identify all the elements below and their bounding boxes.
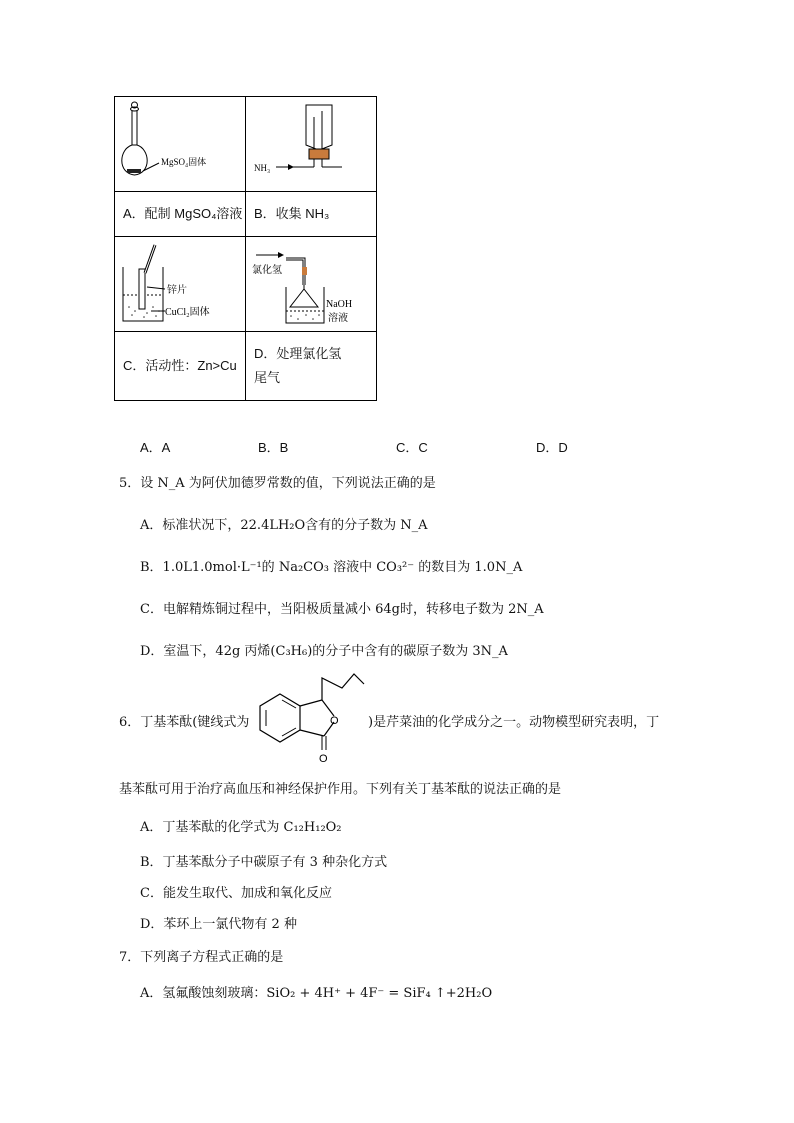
q6-option-b[interactable]: B．丁基苯酞分子中碳原子有 3 种杂化方式 bbox=[140, 855, 388, 870]
q5-option-b[interactable]: B．1.0L1.0mol·L⁻¹的 Na₂CO₃ 溶液中 CO₃²⁻ 的数目为 1.0N_A bbox=[140, 560, 523, 575]
ring-oxygen-label: O bbox=[330, 715, 339, 727]
q6-stem-part1: 6．丁基苯酞(键线式为 bbox=[119, 715, 250, 730]
q4-cell-d-image bbox=[246, 237, 377, 332]
q4-choice-b[interactable]: B．B bbox=[258, 440, 289, 455]
q5-stem: 5．设 N_A 为阿伏加德罗常数的值，下列说法正确的是 bbox=[119, 476, 436, 491]
img-c-label2: CuCl₂固体 bbox=[165, 307, 210, 318]
volumetric-flask-icon bbox=[115, 97, 245, 191]
q4-table bbox=[114, 96, 377, 401]
butylphthalide-structure-icon bbox=[258, 670, 368, 770]
q6-option-c[interactable]: C．能发生取代、加成和氧化反应 bbox=[140, 886, 332, 901]
q4-cell-b-image bbox=[246, 97, 377, 192]
q6-option-d[interactable]: D．苯环上一氯代物有 2 种 bbox=[140, 917, 297, 932]
q4-choice-a[interactable]: A．A bbox=[140, 440, 171, 455]
q6-option-a[interactable]: A．丁基苯酞的化学式为 C₁₂H₁₂O₂ bbox=[140, 820, 342, 835]
q5-option-d[interactable]: D．室温下，42g 丙烯(C₃H₆)的分子中含有的碳原子数为 3N_A bbox=[140, 644, 508, 659]
gas-collection-bottle-icon bbox=[246, 97, 366, 191]
beaker-zinc-icon bbox=[115, 237, 245, 331]
q4-cell-c-image bbox=[115, 237, 246, 332]
img-b-label: NH₃ bbox=[254, 163, 271, 173]
q4-option-c-text bbox=[115, 332, 246, 401]
q7-option-a[interactable]: A．氢氟酸蚀刻玻璃：SiO₂ + 4H⁺ + 4F⁻ = SiF₄ ↑+2H₂O bbox=[140, 986, 493, 1001]
funnel-absorption-icon bbox=[246, 237, 366, 331]
q4-cell-a-image bbox=[115, 97, 246, 192]
q4-d-label: D．处理氯化氢尾气 bbox=[254, 346, 342, 385]
img-d-label2: NaOH bbox=[326, 299, 353, 310]
q4-a-label: A．配制 MgSO₄溶液 bbox=[123, 206, 243, 221]
q4-option-d-text bbox=[246, 332, 377, 401]
q7-stem: 7．下列离子方程式正确的是 bbox=[119, 950, 284, 965]
q4-b-label: B．收集 NH₃ bbox=[254, 206, 330, 221]
img-a-label: MgSO₄固体 bbox=[161, 157, 207, 167]
q6-stem-line2: 基苯酞可用于治疗高血压和神经保护作用。下列有关丁基苯酞的说法正确的是 bbox=[119, 782, 562, 797]
q4-option-a-text bbox=[115, 192, 246, 237]
q5-option-a[interactable]: A．标准状况下，22.4LH₂O含有的分子数为 N_A bbox=[140, 518, 428, 533]
q5-option-c[interactable]: C．电解精炼铜过程中，当阳极质量减小 64g时，转移电子数为 2N_A bbox=[140, 602, 544, 617]
carbonyl-oxygen-label: O bbox=[319, 753, 328, 765]
q4-option-b-text bbox=[246, 192, 377, 237]
q4-choice-c[interactable]: C．C bbox=[396, 440, 428, 455]
q4-choice-d[interactable]: D．D bbox=[536, 440, 568, 455]
img-d-label3: 溶液 bbox=[328, 313, 348, 324]
img-c-label1: 锌片 bbox=[167, 285, 187, 296]
q6-stem-part2: )是芹菜油的化学成分之一。动物模型研究表明，丁 bbox=[368, 715, 660, 730]
q4-c-label: C．活动性：Zn>Cu bbox=[123, 358, 237, 373]
img-d-label1: 氯化氢 bbox=[252, 265, 282, 276]
